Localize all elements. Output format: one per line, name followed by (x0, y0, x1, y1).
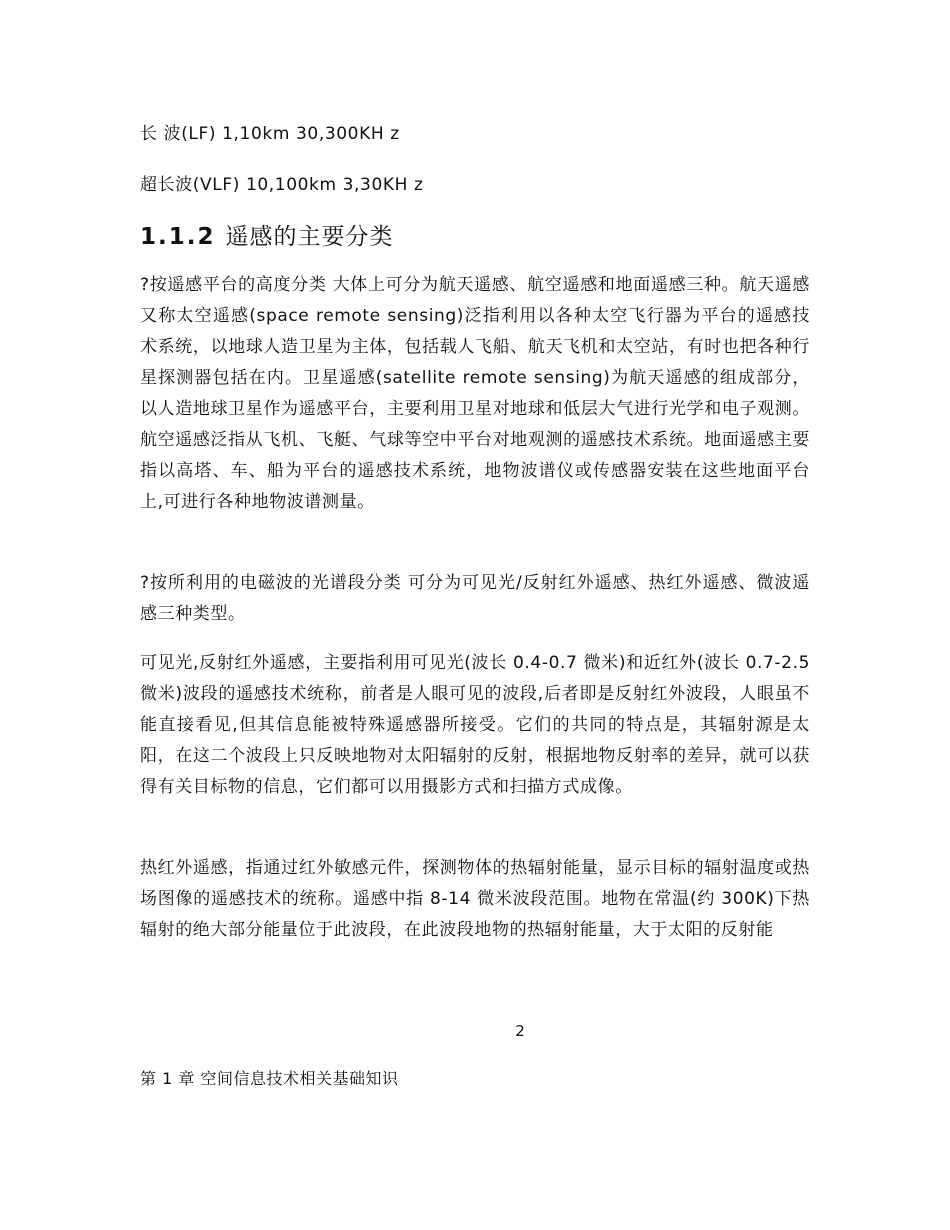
section-title: 遥感的主要分类 (225, 224, 394, 250)
paragraph-spectrum-classification: ?按所利用的电磁波的光谱段分类 可分为可见光/反射红外遥感、热红外遥感、微波遥感三种类型。 (140, 573, 810, 624)
band-row-vlf: 超长波(VLF) 10,100km 3,30KH z (140, 175, 424, 195)
page-number: 2 (515, 1022, 525, 1040)
paragraph-visible-reflective-infrared: 可见光,反射红外遥感，主要指利用可见光(波长 0.4-0.7 微米)和近红外(波长 0.7-2.5 微米)波段的遥感技术统称，前者是人眼可见的波段,后者即是反射红外波段，人眼虽不能直接看见,但其信息能被特殊遥感器所接受。它们的共同的特点是，其辐射源是太阳，在这二个波段上只反映地物对太阳辐射的反射，根据地物反射率的差异，就可以获得有关目标物的信息，它们都可以用摄影方式和扫描方式成像。 (140, 653, 810, 797)
paragraph-platform-classification: ?按遥感平台的高度分类 大体上可分为航天遥感、航空遥感和地面遥感三种。航天遥感又称太空遥感(space remote sensing)泛指利用以各种太空飞行器为平台的遥感技术系统，以地球人造卫星为主体，包括载人飞船、航天飞机和太空站，有时也把各种行星探测器包括在内。卫星遥感(satellite remote sensing)为航天遥感的组成部分，以人造地球卫星作为遥感平台，主要利用卫星对地球和低层大气进行光学和电子观测。航空遥感泛指从飞机、飞艇、气球等空中平台对地观测的遥感技术系统。地面遥感主要指以高塔、车、船为平台的遥感技术系统，地物波谱仪或传感器安装在这些地面平台上,可进行各种地物波谱测量。 (140, 275, 810, 512)
paragraph-thermal-infrared: 热红外遥感，指通过红外敏感元件，探测物体的热辐射能量，显示目标的辐射温度或热场图像的遥感技术的统称。遥感中指 8-14 微米波段范围。地物在常温(约 300K)下热辐射的绝大部分能量位于此波段，在此波段地物的热辐射能量，大于太阳的反射能 (140, 858, 810, 940)
section-number: 1.1.2 (140, 224, 216, 250)
band-row-lf: 长 波(LF) 1,10km 30,300KH z (140, 124, 400, 144)
section-heading (140, 218, 394, 251)
chapter-header: 第 1 章 空间信息技术相关基础知识 (140, 1069, 399, 1088)
